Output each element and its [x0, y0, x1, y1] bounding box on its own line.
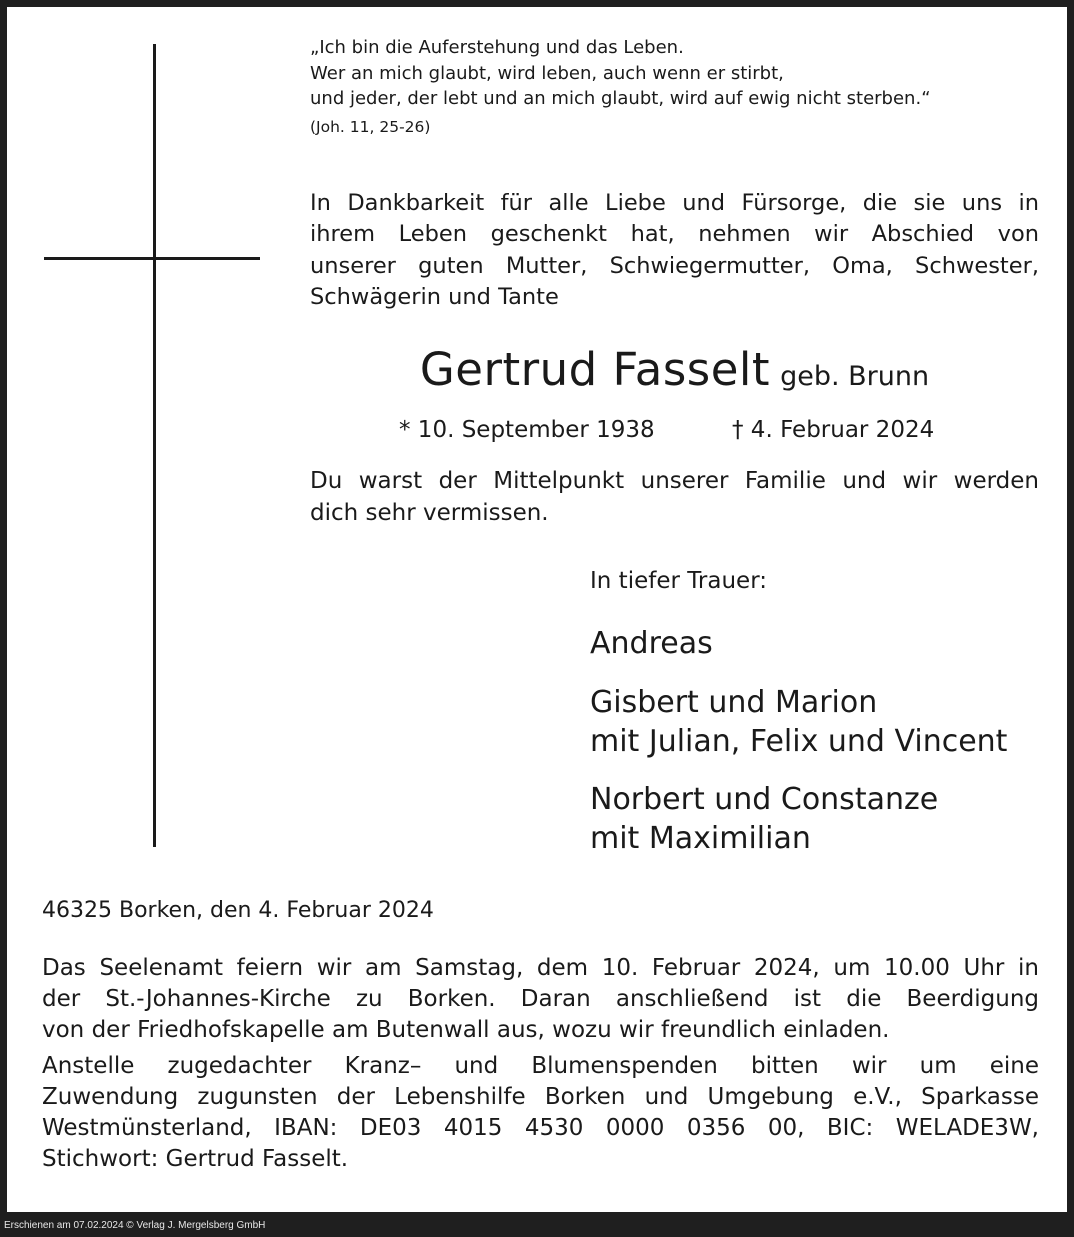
intro-line: In Dankbarkeit für alle Liebe und Fürsorge, die sie uns in — [310, 190, 1039, 216]
mourner-line: mit Julian, Felix und Vincent — [590, 723, 1008, 759]
mourner-line: Gisbert und Marion — [590, 685, 878, 720]
publication-footer: Erschienen am 07.02.2024 © Verlag J. Mergelsberg GmbH — [4, 1220, 266, 1231]
service-line: von der Friedhofskapelle am Butenwall aus, wozu wir freundlich einladen. — [42, 1017, 890, 1043]
deceased-name-block — [310, 343, 1039, 396]
donation-line: Westmünsterland, IBAN: DE03 4015 4530 0000 0356 00, BIC: WELADE3W, — [42, 1115, 1039, 1141]
tribute-line: Du warst der Mittelpunkt unserer Familie und wir werden — [310, 468, 1039, 494]
intro-line: ihrem Leben geschenkt hat, nehmen wir Abschied von — [310, 221, 1039, 248]
maiden-name: geb. Brunn — [780, 361, 930, 392]
intro-text — [310, 188, 1039, 314]
service-info — [42, 953, 1039, 1046]
verse-line: „Ich bin die Auferstehung und das Leben. — [310, 37, 684, 58]
mourner-line: Andreas — [590, 626, 713, 661]
mourning-label: In tiefer Trauer: — [590, 568, 767, 594]
mourner-line: Norbert und Constanze — [590, 782, 939, 817]
service-line: Das Seelenamt feiern wir am Samstag, dem 10. Februar 2024, um 10.00 Uhr in — [42, 955, 1039, 981]
mourner-line: mit Maximilian — [590, 820, 811, 856]
verse-reference: (Joh. 11, 25-26) — [310, 118, 431, 136]
verse-line: und jeder, der lebt und an mich glaubt, wird auf ewig nicht sterben.“ — [310, 88, 931, 109]
donation-line: Anstelle zugedachter Kranz– und Blumenspenden bitten wir um eine — [42, 1053, 1039, 1079]
tribute-text — [310, 466, 1039, 529]
donation-line: Stichwort: Gertrud Fasselt. — [42, 1146, 349, 1172]
death-date: † 4. Februar 2024 — [732, 417, 935, 443]
intro-line: unserer guten Mutter, Schwiegermutter, Oma, Schwester, — [310, 252, 1039, 279]
verse-line: Wer an mich glaubt, wird leben, auch wenn er stirbt, — [310, 62, 784, 84]
tribute-line: dich sehr vermissen. — [310, 499, 549, 526]
deceased-name: Gertrud Fasselt — [419, 343, 771, 396]
intro-line: Schwägerin und Tante — [310, 284, 559, 311]
mourner-group — [590, 781, 938, 858]
obituary-card — [7, 7, 1067, 1212]
mourner-group — [590, 625, 713, 664]
donation-line: Zuwendung zugunsten der Lebenshilfe Borken und Umgebung e.V., Sparkasse — [42, 1084, 1039, 1110]
service-line: der St.-Johannes-Kirche zu Borken. Daran anschließend ist die Beerdigung — [42, 986, 1039, 1012]
mourner-group — [590, 684, 1007, 761]
donation-info — [42, 1051, 1039, 1175]
bible-verse — [310, 35, 1050, 112]
cross-horizontal-bar — [44, 257, 260, 260]
birth-date: * 10. September 1938 — [399, 417, 655, 443]
place-and-date: 46325 Borken, den 4. Februar 2024 — [42, 898, 434, 923]
cross-vertical-bar — [153, 44, 156, 847]
